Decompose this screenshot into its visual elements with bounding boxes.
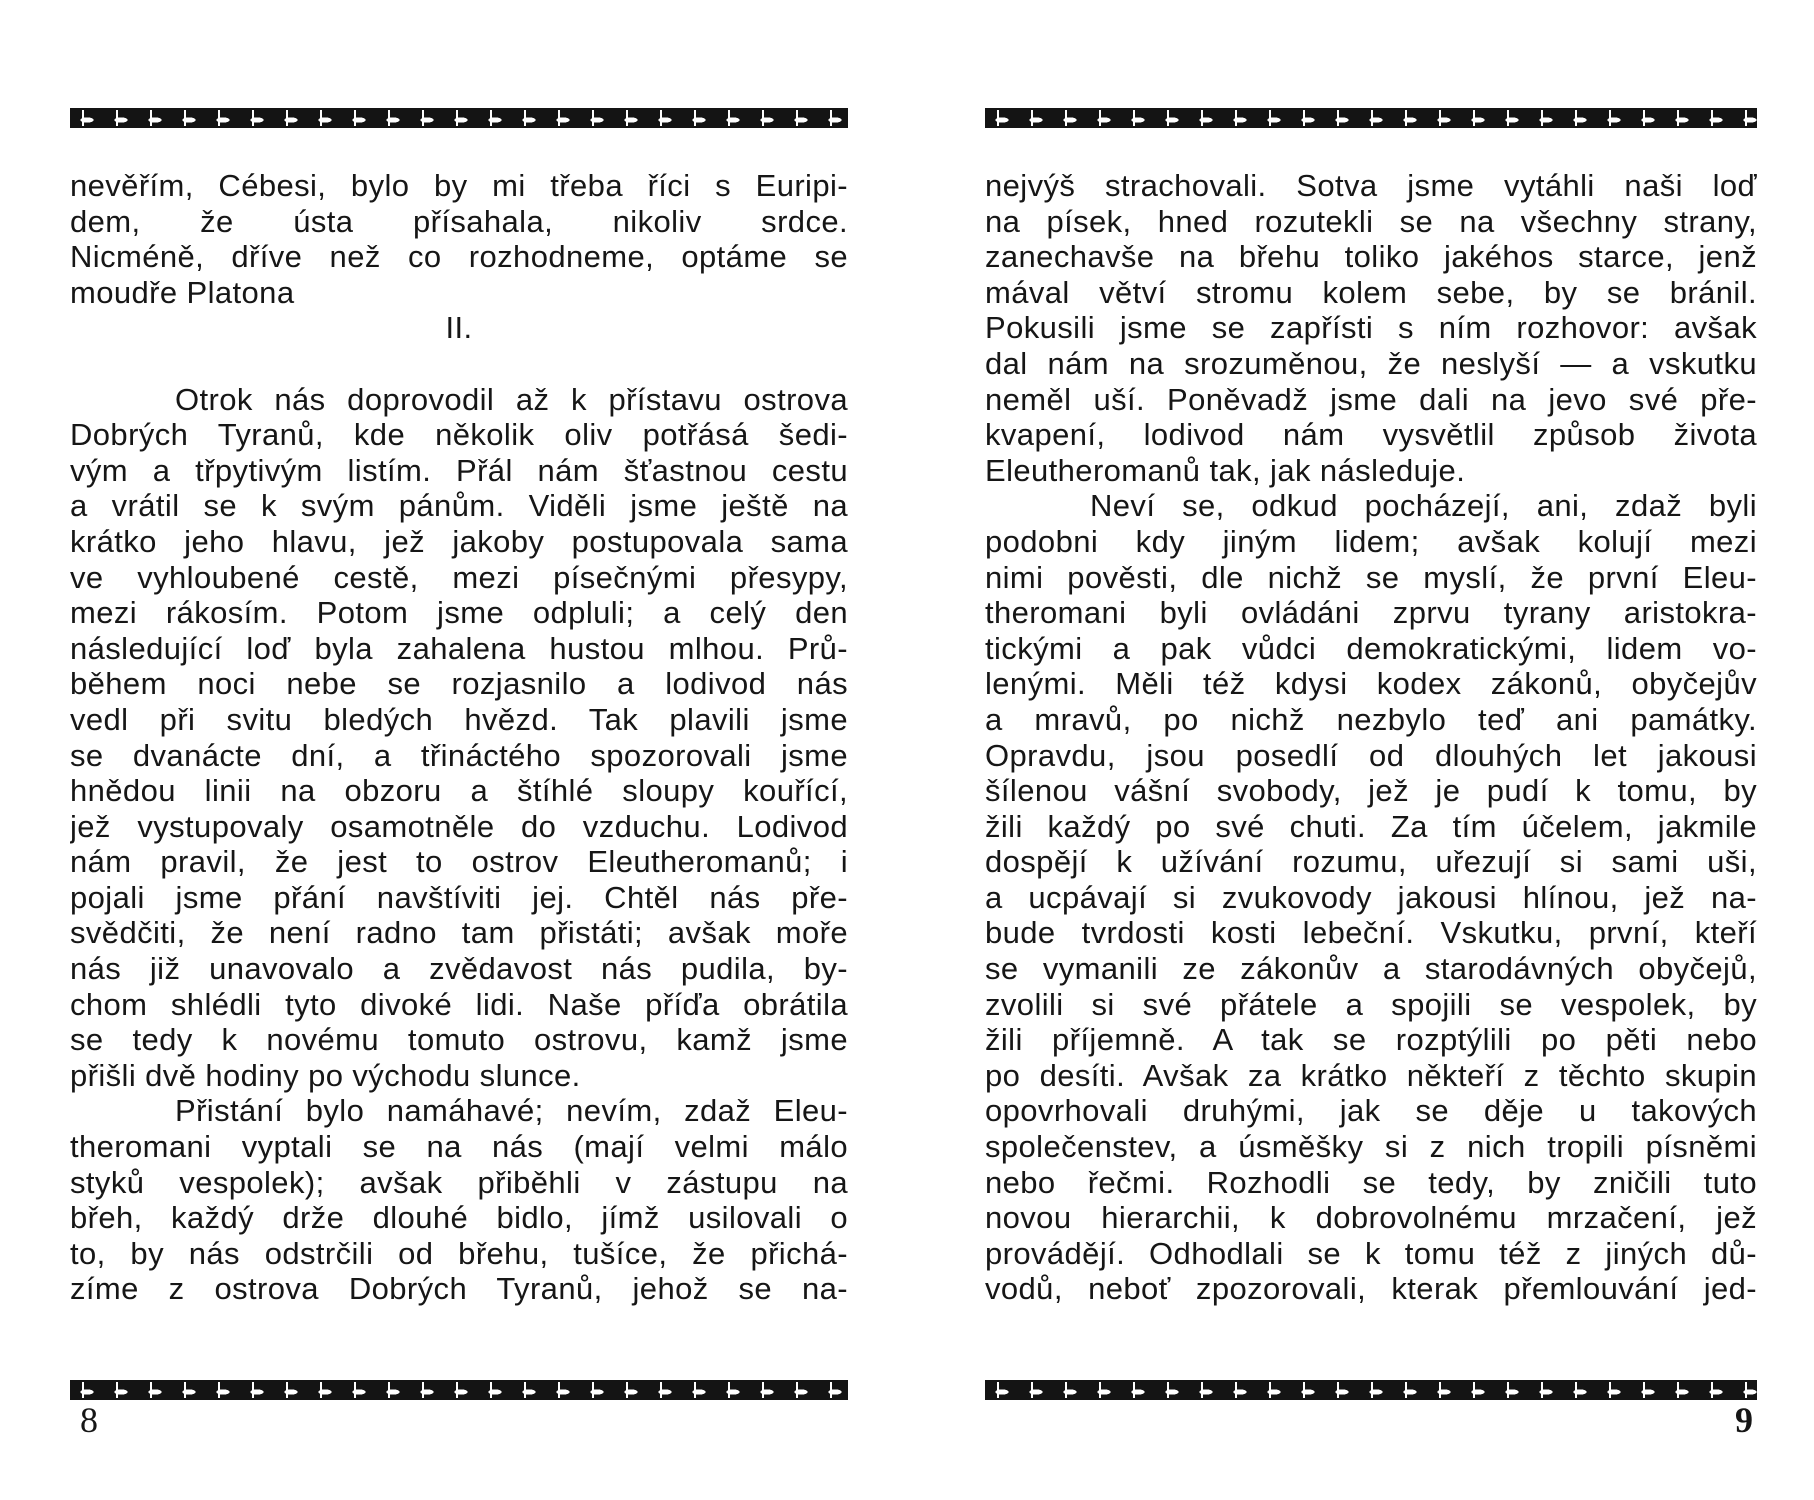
text-line: styků vespolek); avšak přiběhli v zástupu na [70, 1164, 848, 1200]
text-line: nám pravil, že jest to ostrov Eleutheromanů; i [70, 844, 848, 880]
text-line: krátko jeho hlavu, jež jakoby postupovala sama [70, 523, 848, 559]
text-line: moudře Platona [70, 274, 295, 310]
text-line: žili každý po své chuti. Za tím účelem, jakmile [985, 808, 1757, 844]
chapter-heading: II. [445, 310, 473, 346]
text-line: Neví se, odkud pocházejí, ani, zdaž byli [1090, 488, 1757, 524]
right-page-text [985, 168, 1757, 1307]
text-line: společenstev, a úsměšky si z nich tropili písněmi [985, 1129, 1757, 1165]
text-line: svědčiti, že není radno tam přistáti; avšak moře [70, 915, 848, 951]
text-line: Eleutheromanů tak, jak následuje. [985, 452, 1466, 488]
text-line: se tedy k novému tomuto ostrovu, kamž jsme [70, 1022, 848, 1058]
text-line: zíme z ostrova Dobrých Tyranů, jehož se na- [70, 1271, 848, 1307]
text-line: žili příjemně. A tak se rozptýlili po pěti nebo [985, 1022, 1757, 1058]
text-line: vým a třpytivým listím. Přál nám šťastnou cestu [70, 452, 848, 488]
text-line: Přistání bylo namáhavé; nevím, zdaž Eleu- [175, 1093, 848, 1129]
text-line: nebo řečmi. Rozhodli se tedy, by zničili tuto [985, 1164, 1757, 1200]
text-line: Otrok nás doprovodil až k přístavu ostrova [175, 381, 848, 417]
text-line: theromani byli ovládáni zprvu tyrany aristokra- [985, 595, 1757, 631]
text-line: theromani vyptali se na nás (mají velmi málo [70, 1129, 848, 1165]
text-line: a mravů, po nichž nezbylo teď ani památky. [985, 701, 1757, 737]
bottom-ornament-band [70, 1380, 848, 1400]
text-line: tickými a pak vůdci demokratickými, lidem vo- [985, 630, 1757, 666]
text-line: ve vyhloubené cestě, mezi písečnými přesypy, [70, 559, 848, 595]
blank-line [70, 346, 848, 382]
text-line: vedl při svitu bledých hvězd. Tak plavili jsme [70, 701, 848, 737]
text-line: mával větví stromu kolem sebe, by se bránil. [985, 274, 1757, 310]
text-line: kvapení, lodivod nám vysvětlil způsob života [985, 417, 1757, 453]
text-line: pojali jsme přání navštíviti jej. Chtěl nás pře- [70, 879, 848, 915]
left-page [70, 0, 850, 1500]
text-line: nevěřím, Cébesi, bylo by mi třeba říci s Euripi- [70, 168, 848, 203]
text-line: neměl uší. Poněvadž jsme dali na jevo své pře- [985, 381, 1757, 417]
text-line: na písek, hned rozutekli se na všechny strany, [985, 203, 1757, 239]
page-number: 8 [80, 1400, 98, 1440]
bottom-ornament-band [985, 1380, 1757, 1400]
text-line: břeh, každý drže dlouhé bidlo, jímž usilovali o [70, 1200, 848, 1236]
text-line: nás již unavovalo a zvědavost nás pudila, by- [70, 951, 848, 987]
text-line: se vymanili ze zákonův a starodávných obyčejů, [985, 951, 1757, 987]
text-line: a ucpávají si zvukovody jakousi hlínou, jež na- [985, 879, 1757, 915]
text-line: zvolili si své přátele a spojili se vespolek, by [985, 986, 1757, 1022]
text-line: jež vystupovaly osamotněle do vzduchu. Lodivod [70, 808, 848, 844]
text-line: nimi pověsti, dle nichž se myslí, že první Eleu- [985, 559, 1757, 595]
text-line: se dvanácte dní, a třináctého spozorovali jsme [70, 737, 848, 773]
text-line: Pokusili jsme se zapřísti s ním rozhovor: avšak [985, 310, 1757, 346]
text-line: lenými. Měli též kdysi kodex zákonů, obyčejův [985, 666, 1757, 702]
text-line: mezi rákosím. Potom jsme odpluli; a celý den [70, 595, 848, 631]
top-ornament-band [985, 108, 1757, 128]
text-line: dospějí k užívání rozumu, uřezují si sami uši, [985, 844, 1757, 880]
text-line: během noci nebe se rozjasnilo a lodivod nás [70, 666, 848, 702]
text-line: nejvýš strachovali. Sotva jsme vytáhli naši loď [985, 168, 1757, 203]
text-line: podobni kdy jiným lidem; avšak kolují mezi [985, 523, 1757, 559]
text-line: dal nám na srozuměnou, že neslyší — a vskutku [985, 345, 1757, 381]
text-line: vodů, neboť zpozorovali, kterak přemlouvání jed- [985, 1271, 1757, 1307]
text-line: provádějí. Odhodlali se k tomu též z jiných dů- [985, 1235, 1757, 1271]
text-line: Nicméně, dříve než co rozhodneme, optáme se [70, 239, 848, 275]
text-line: zanechavše na břehu toliko jakéhos starce, jenž [985, 239, 1757, 275]
text-line: novou hierarchii, k dobrovolnému mrzačení, jež [985, 1200, 1757, 1236]
text-line: Opravdu, jsou posedlí od dlouhých let jakousi [985, 737, 1757, 773]
text-line: a vrátil se k svým pánům. Viděli jsme ještě na [70, 488, 848, 524]
text-line: dem, že ústa přísahala, nikoliv srdce. [70, 203, 848, 239]
left-page-text [70, 168, 848, 1307]
text-line: po desíti. Avšak za krátko někteří z těchto skupin [985, 1057, 1757, 1093]
text-line: přišli dvě hodiny po východu slunce. [70, 1057, 581, 1093]
right-page [985, 0, 1765, 1500]
text-line: Dobrých Tyranů, kde několik oliv potřásá šedi- [70, 417, 848, 453]
text-line: bude tvrdosti kosti lebeční. Vskutku, první, kteří [985, 915, 1757, 951]
text-line: hnědou linii na obzoru a štíhlé sloupy kouřící, [70, 773, 848, 809]
text-line: šílenou vášní svobody, jež je pudí k tomu, by [985, 773, 1757, 809]
text-line: opovrhovali druhými, jak se děje u takových [985, 1093, 1757, 1129]
page-number: 9 [1735, 1400, 1753, 1440]
text-line: následující loď byla zahalena hustou mlhou. Prů- [70, 630, 848, 666]
top-ornament-band [70, 108, 848, 128]
text-line: to, by nás odstrčili od břehu, tušíce, že přichá- [70, 1235, 848, 1271]
text-line: chom shlédli tyto divoké lidi. Naše příďa obrátila [70, 986, 848, 1022]
